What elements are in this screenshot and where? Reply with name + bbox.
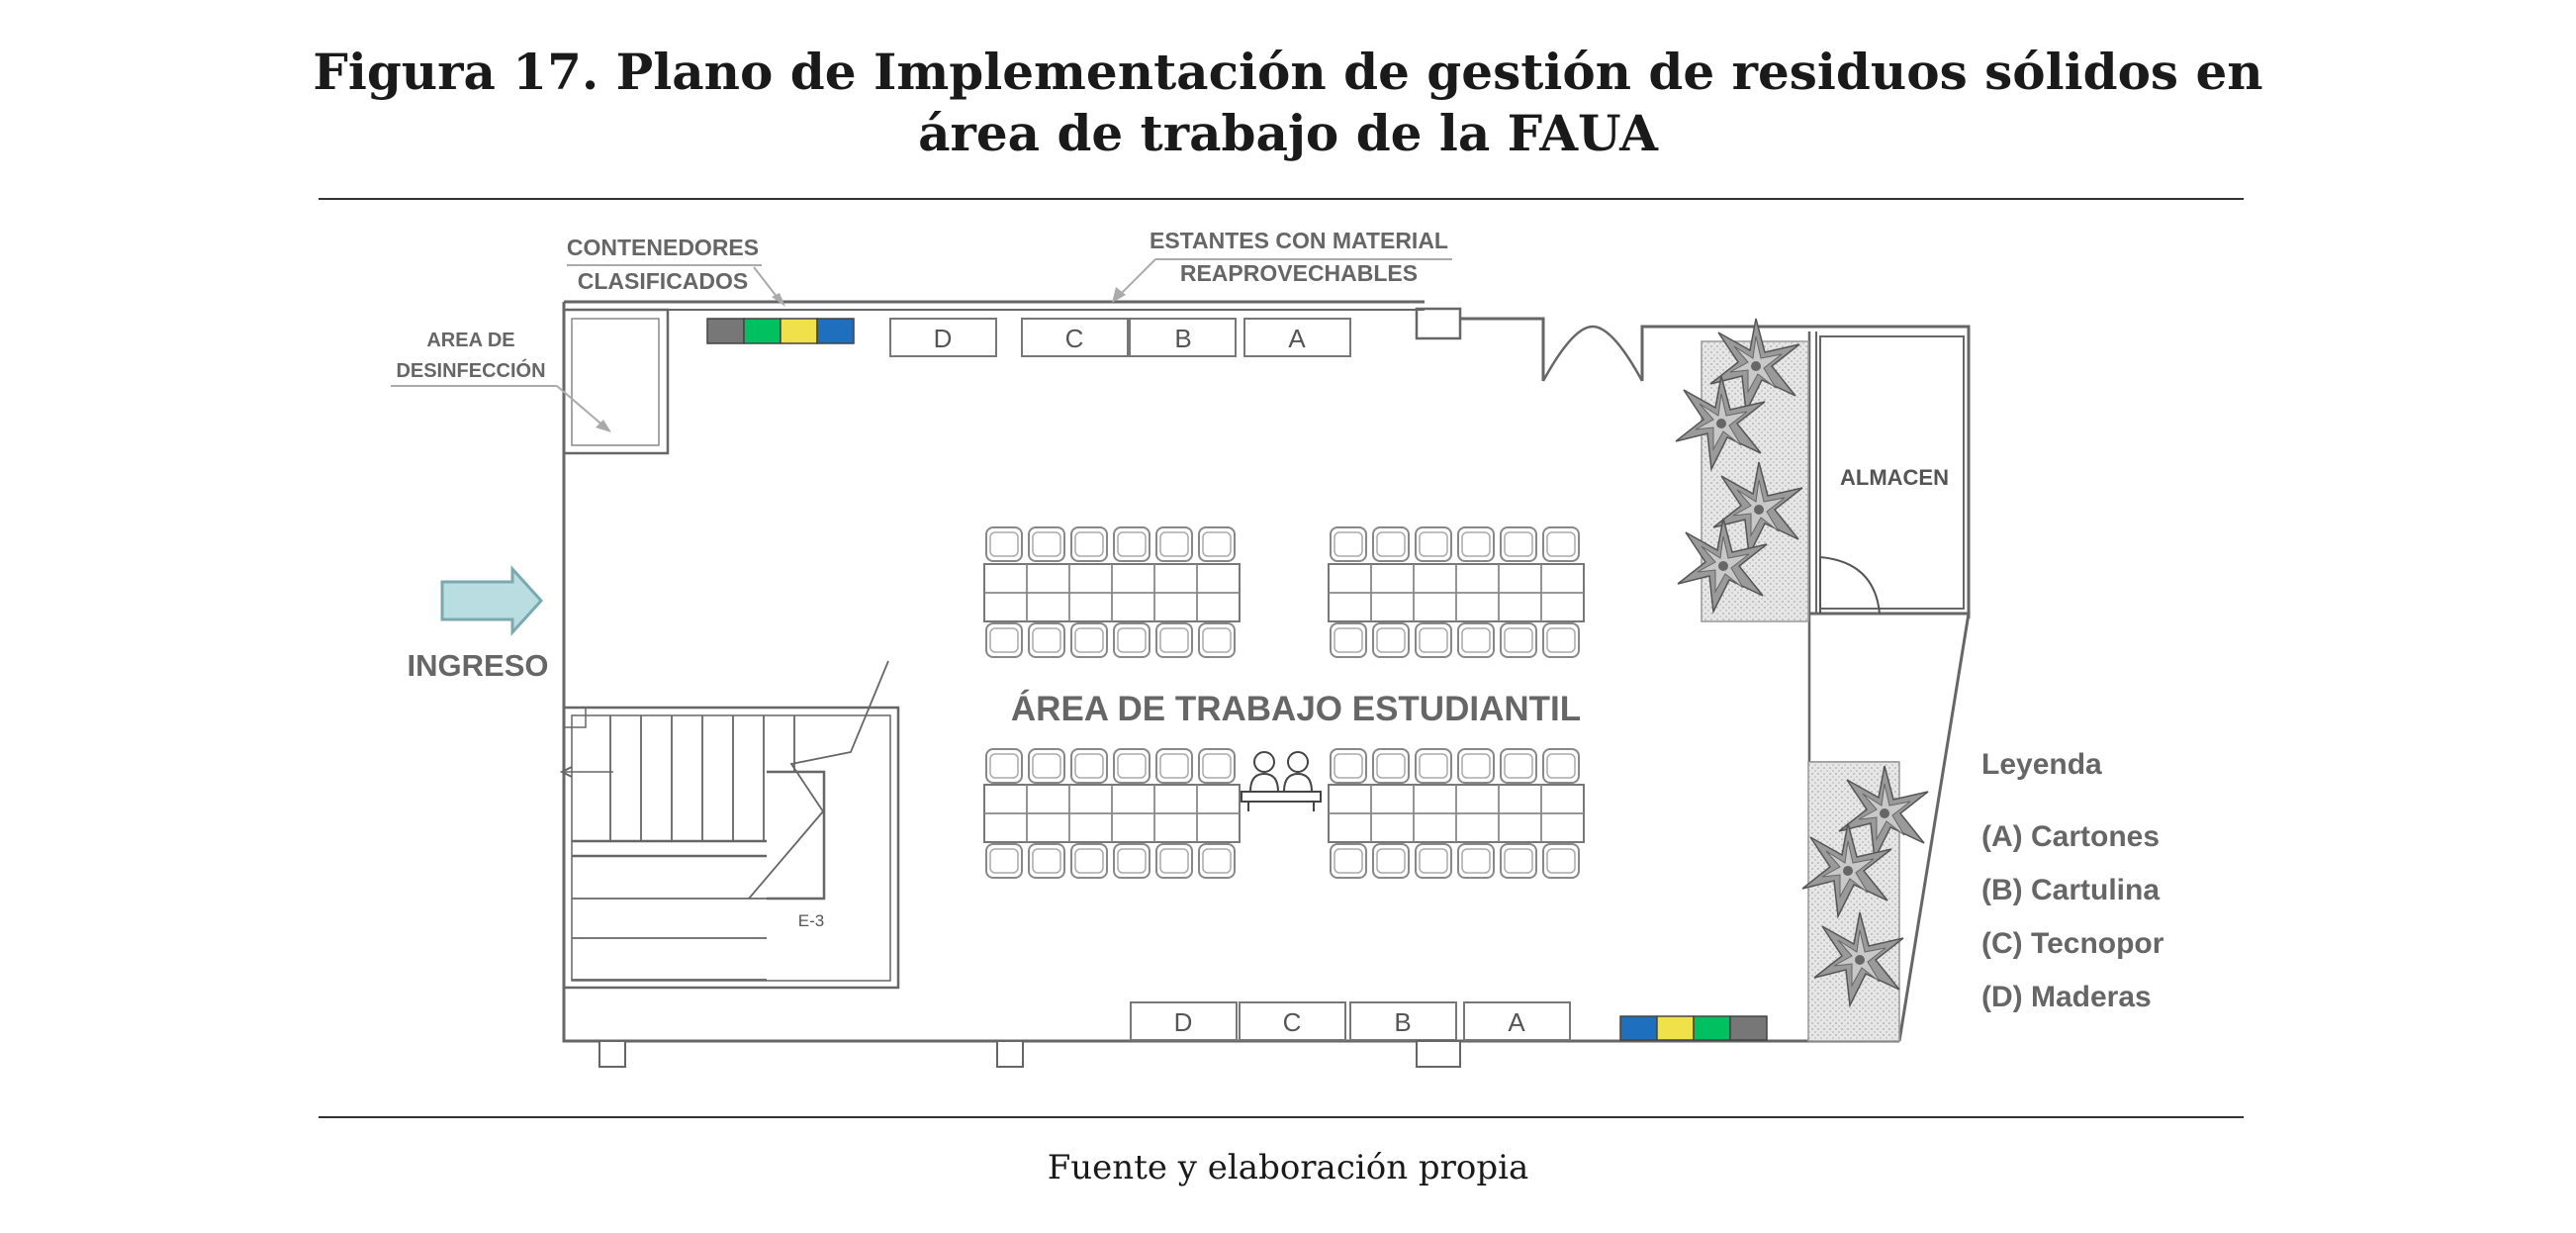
staircase	[562, 661, 898, 988]
door-top	[1543, 327, 1642, 381]
shelves-bottom	[1131, 1002, 1570, 1040]
shelves-top	[890, 319, 1350, 356]
legend-title: Leyenda	[1981, 748, 2102, 781]
disinfection-area	[564, 310, 668, 453]
desk-cluster-bottom-right	[1329, 749, 1584, 878]
legend-item-a: (A) Cartones	[1981, 820, 2161, 853]
containers-label-line-2: CLASIFICADOS	[577, 268, 749, 294]
shelves-label-line-2: REAPROVECHABLES	[1179, 260, 1419, 286]
containers-top	[707, 319, 854, 343]
people-icon	[1242, 752, 1321, 811]
shelf-bottom-c: C	[1282, 1007, 1302, 1037]
shelves-label-line-1: ESTANTES CON MATERIAL	[1150, 228, 1448, 253]
shelf-top-d: D	[933, 324, 953, 353]
entrance-label: INGRESO	[407, 648, 549, 683]
stair-label: E-3	[797, 911, 825, 930]
disinfection-leader-line	[391, 386, 605, 427]
legend-item-d: (D) Maderas	[1981, 981, 2152, 1013]
shelf-top-b: B	[1174, 324, 1192, 353]
containers-bottom	[1620, 1016, 1767, 1040]
desk-cluster-bottom-left	[984, 749, 1240, 878]
legend-item-b: (B) Cartulina	[1981, 874, 2160, 906]
entrance-arrow-icon	[442, 569, 541, 632]
disinfection-label-line-1: AREA DE	[426, 330, 515, 351]
desk-cluster-top-right	[1329, 527, 1584, 657]
storage-label: ALMACEN	[1840, 465, 1949, 490]
columns	[599, 1041, 1460, 1067]
shelf-bottom-b: B	[1394, 1007, 1412, 1037]
shelf-bottom-d: D	[1173, 1007, 1193, 1037]
figure-title-line-1: Figura 17. Plano de Implementación de gestión de residuos sólidos en	[313, 43, 2263, 101]
figure-title-line-2: área de trabajo de la FAUA	[918, 104, 1658, 162]
legend	[1981, 748, 2164, 1013]
desk-cluster-top-left	[984, 527, 1240, 657]
disinfection-label-line-2: DESINFECCIÓN	[396, 360, 546, 382]
shelf-top-c: C	[1064, 324, 1084, 353]
shelf-bottom-a: A	[1508, 1007, 1525, 1037]
legend-item-c: (C) Tecnopor	[1981, 927, 2164, 960]
figure-caption: Fuente y elaboración propia	[1047, 1148, 1529, 1187]
work-area-label: ÁREA DE TRABAJO ESTUDIANTIL	[1010, 690, 1582, 728]
shelf-top-a: A	[1288, 324, 1306, 353]
containers-label-line-1: CONTENEDORES	[566, 235, 760, 260]
